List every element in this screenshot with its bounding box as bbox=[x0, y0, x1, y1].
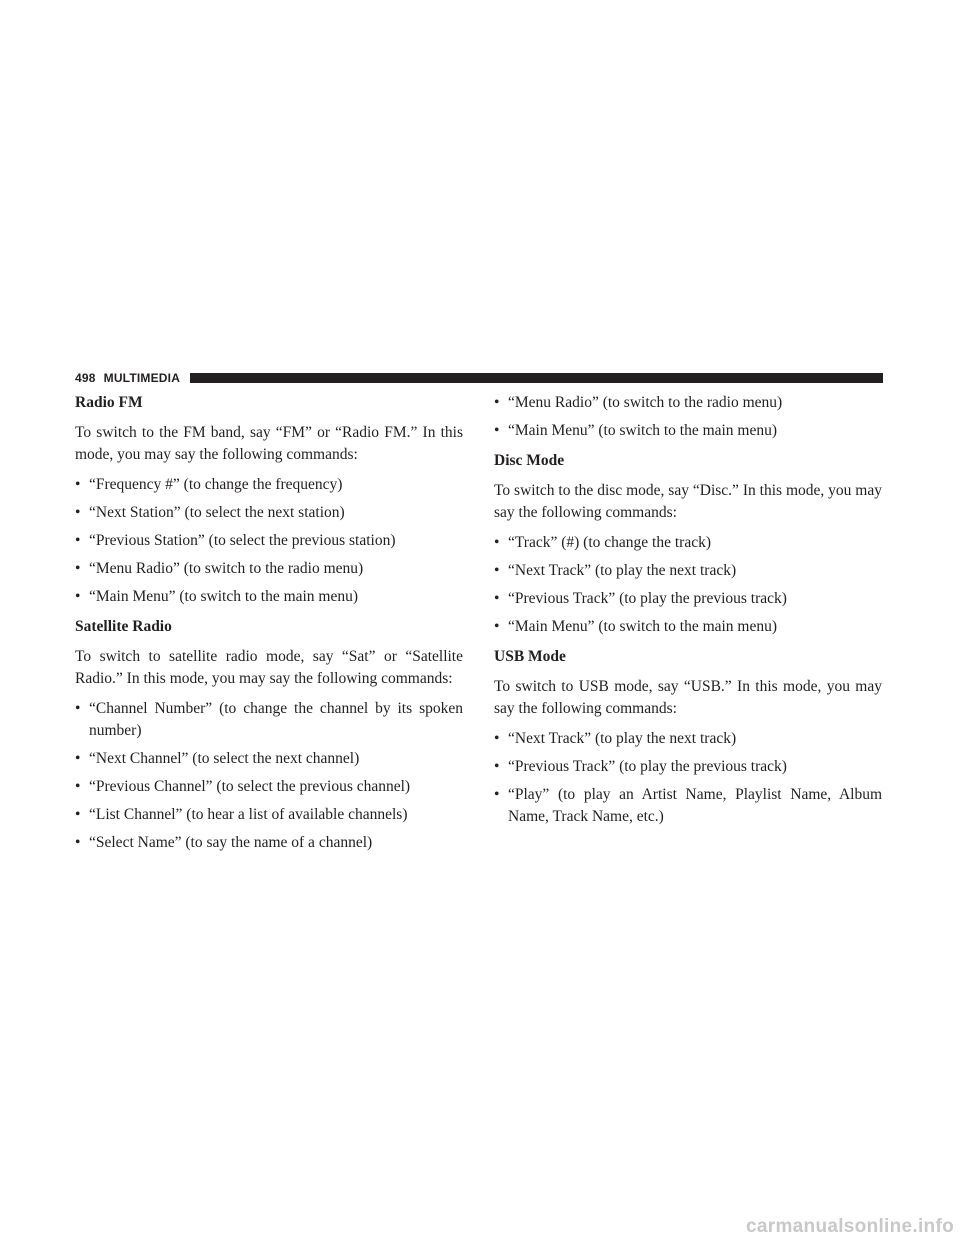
section-intro: To switch to the FM band, say “FM” or “Radio FM.” In this mode, you may say the following commands: bbox=[75, 424, 463, 463]
page-header bbox=[75, 370, 883, 386]
command-text: “Menu Radio” (to switch to the radio menu) bbox=[89, 560, 364, 577]
command-item bbox=[75, 698, 463, 742]
bullet-icon: • bbox=[494, 394, 500, 411]
bullet-icon: • bbox=[494, 590, 500, 607]
command-item bbox=[75, 776, 463, 798]
command-item bbox=[494, 588, 882, 610]
command-item bbox=[494, 392, 882, 414]
command-text: “Next Channel” (to select the next channel) bbox=[89, 750, 360, 767]
command-item bbox=[75, 804, 463, 826]
command-item bbox=[494, 420, 882, 442]
watermark-text: carmanualsonline.info bbox=[746, 1216, 954, 1237]
command-text: “Previous Station” (to select the previous station) bbox=[89, 532, 396, 549]
bullet-icon: • bbox=[75, 476, 81, 493]
command-text: “Channel Number” (to change the channel by its spoken number) bbox=[89, 700, 463, 739]
section-intro: To switch to the disc mode, say “Disc.” In this mode, you may say the following commands: bbox=[494, 482, 882, 521]
left-column bbox=[75, 392, 463, 862]
section-heading: USB Mode bbox=[494, 648, 566, 665]
command-item bbox=[494, 728, 882, 750]
bullet-icon: • bbox=[494, 618, 500, 635]
command-item bbox=[75, 748, 463, 770]
command-item bbox=[75, 502, 463, 524]
section-intro: To switch to USB mode, say “USB.” In this mode, you may say the following commands: bbox=[494, 678, 882, 717]
command-list bbox=[75, 474, 463, 608]
bullet-icon: • bbox=[75, 700, 81, 717]
right-column bbox=[494, 392, 882, 836]
section-title: MULTIMEDIA bbox=[103, 371, 181, 385]
bullet-icon: • bbox=[75, 560, 81, 577]
bullet-icon: • bbox=[494, 730, 500, 747]
command-text: “Menu Radio” (to switch to the radio menu) bbox=[508, 394, 783, 411]
command-text: “Next Station” (to select the next station) bbox=[89, 504, 345, 521]
bullet-icon: • bbox=[75, 806, 81, 823]
section-intro: To switch to satellite radio mode, say “Sat” or “Satellite Radio.” In this mode, you may say the following commands: bbox=[75, 648, 463, 687]
command-text: “Previous Track” (to play the previous track) bbox=[508, 758, 787, 775]
bullet-icon: • bbox=[75, 588, 81, 605]
bullet-icon: • bbox=[494, 422, 500, 439]
command-text: “Next Track” (to play the next track) bbox=[508, 730, 737, 747]
section-heading: Disc Mode bbox=[494, 452, 565, 469]
command-text: “Previous Channel” (to select the previous channel) bbox=[89, 778, 411, 795]
command-text: “List Channel” (to hear a list of available channels) bbox=[89, 806, 408, 823]
command-text: “Track” (#) (to change the track) bbox=[508, 534, 711, 551]
bullet-icon: • bbox=[494, 534, 500, 551]
command-item bbox=[494, 560, 882, 582]
command-text: “Next Track” (to play the next track) bbox=[508, 562, 737, 579]
command-text: “Main Menu” (to switch to the main menu) bbox=[508, 422, 778, 439]
command-list bbox=[75, 698, 463, 854]
command-text: “Main Menu” (to switch to the main menu) bbox=[508, 618, 778, 635]
command-item bbox=[494, 532, 882, 554]
bullet-icon: • bbox=[75, 834, 81, 851]
command-item bbox=[75, 530, 463, 552]
command-item bbox=[494, 784, 882, 828]
bullet-icon: • bbox=[75, 532, 81, 549]
bullet-icon: • bbox=[75, 750, 81, 767]
command-list bbox=[494, 532, 882, 638]
section-heading: Radio FM bbox=[75, 394, 143, 411]
command-item bbox=[75, 558, 463, 580]
header-rule bbox=[190, 373, 883, 383]
command-item bbox=[494, 616, 882, 638]
bullet-icon: • bbox=[494, 758, 500, 775]
command-text: “Select Name” (to say the name of a channel) bbox=[89, 834, 373, 851]
command-text: “Frequency #” (to change the frequency) bbox=[89, 476, 343, 493]
bullet-icon: • bbox=[75, 778, 81, 795]
bullet-icon: • bbox=[494, 786, 500, 803]
command-item bbox=[494, 756, 882, 778]
bullet-icon: • bbox=[75, 504, 81, 521]
command-text: “Main Menu” (to switch to the main menu) bbox=[89, 588, 359, 605]
command-text: “Previous Track” (to play the previous track) bbox=[508, 590, 787, 607]
section-heading: Satellite Radio bbox=[75, 618, 172, 635]
command-item bbox=[75, 832, 463, 854]
bullet-icon: • bbox=[494, 562, 500, 579]
page-number: 498 bbox=[75, 371, 96, 385]
command-list bbox=[494, 728, 882, 828]
command-list bbox=[494, 392, 882, 442]
command-item bbox=[75, 474, 463, 496]
command-item bbox=[75, 586, 463, 608]
command-text: “Play” (to play an Artist Name, Playlist Name, Album Name, Track Name, etc.) bbox=[508, 786, 882, 825]
